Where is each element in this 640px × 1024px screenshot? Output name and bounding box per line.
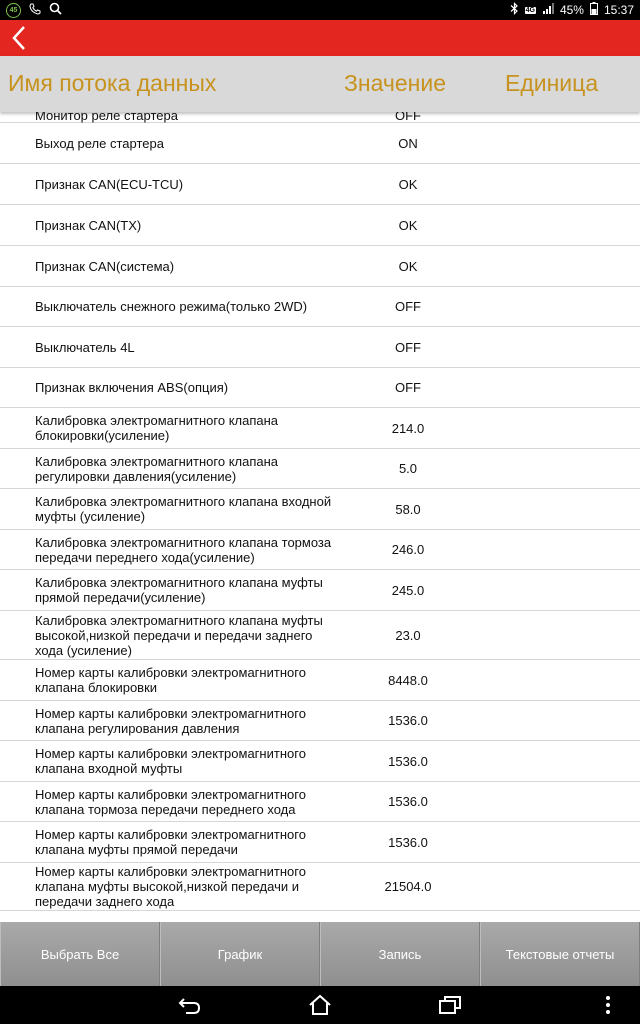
list-item[interactable] <box>0 570 640 611</box>
home-icon <box>308 994 332 1016</box>
header-unit: Единица <box>505 70 599 96</box>
list-item[interactable] <box>0 287 640 327</box>
row-name: Калибровка электромагнитного клапана блокировки(усиление) <box>35 413 279 443</box>
battery-percent: 45% <box>559 3 584 17</box>
nav-back-button[interactable] <box>170 990 210 1020</box>
navigation-bar <box>0 986 640 1024</box>
more-vertical-icon <box>605 995 611 1015</box>
network-type-badge: 4G <box>525 6 535 14</box>
list-item[interactable] <box>0 701 640 741</box>
header-name: Имя потока данных <box>8 70 217 96</box>
row-name: Выключатель снежного режима(только 2WD) <box>35 299 308 314</box>
list-item[interactable] <box>0 530 640 570</box>
row-name: Выход реле стартера <box>35 135 164 151</box>
row-name: Признак CAN(ECU-TCU) <box>35 176 184 192</box>
text-reports-button[interactable]: Текстовые отчеты <box>480 922 640 986</box>
row-value: OFF <box>395 299 421 314</box>
list-item[interactable] <box>0 408 640 449</box>
row-value: 214.0 <box>391 420 425 436</box>
row-value: OK <box>398 258 418 274</box>
row-value: 23.0 <box>395 627 421 643</box>
row-value: OK <box>398 217 418 233</box>
list-item[interactable] <box>0 246 640 287</box>
row-name: Номер карты калибровки электромагнитного клапана входной муфты <box>35 746 306 776</box>
search-icon <box>49 2 62 18</box>
list-item[interactable] <box>0 112 640 123</box>
list-item[interactable] <box>0 863 640 911</box>
row-name: Признак CAN(TX) <box>35 217 142 233</box>
row-value: 1536.0 <box>388 713 428 728</box>
row-name: Признак CAN(система) <box>35 258 175 274</box>
nav-home-button[interactable] <box>300 990 340 1020</box>
list-item[interactable] <box>0 368 640 408</box>
row-name: Выключатель 4L <box>35 339 135 355</box>
header-value: Значение <box>344 70 446 96</box>
list-item[interactable] <box>0 741 640 782</box>
notification-badge: 45 <box>6 3 21 18</box>
graph-button[interactable]: График <box>160 922 320 986</box>
bluetooth-icon <box>510 2 519 18</box>
row-value: 8448.0 <box>388 672 428 688</box>
list-item[interactable] <box>0 205 640 246</box>
row-name: Калибровка электромагнитного клапана муфты высокой,низкой передачи и передачи заднего хода (усиление) <box>35 612 323 658</box>
nav-back-icon <box>178 995 202 1015</box>
row-name: Калибровка электромагнитного клапана регулировки давления(усиление) <box>35 453 279 484</box>
row-value: 58.0 <box>395 501 421 517</box>
battery-icon <box>590 2 598 18</box>
row-value: ON <box>398 135 418 151</box>
row-value: OFF <box>395 380 421 395</box>
row-value: OK <box>398 176 418 192</box>
row-value: 21504.0 <box>384 879 432 894</box>
list-item[interactable] <box>0 164 640 205</box>
row-value: 1536.0 <box>388 834 428 850</box>
data-stream-list[interactable] <box>0 112 640 922</box>
list-item[interactable] <box>0 449 640 489</box>
row-name: Номер карты калибровки электромагнитного клапана регулирования давления <box>35 705 306 736</box>
row-name: Калибровка электромагнитного клапана муфты прямой передачи(усиление) <box>35 575 323 605</box>
action-bar <box>0 922 640 986</box>
list-item[interactable] <box>0 611 640 660</box>
signal-icon <box>542 3 554 18</box>
list-item[interactable] <box>0 489 640 530</box>
list-item[interactable] <box>0 822 640 863</box>
row-name: Признак включения ABS(опция) <box>35 380 229 395</box>
row-value: OFF <box>395 112 421 123</box>
list-item[interactable] <box>0 660 640 701</box>
row-name: Монитор реле стартера <box>35 112 178 123</box>
row-value: 1536.0 <box>388 753 428 769</box>
row-name: Номер карты калибровки электромагнитного клапана тормоза передачи переднего хода <box>35 786 306 817</box>
row-name: Номер карты калибровки электромагнитного клапана муфты высокой,низкой передачи и передачи заднего хода <box>35 864 306 909</box>
row-value: 245.0 <box>391 582 425 598</box>
recent-apps-icon <box>438 994 462 1016</box>
row-value: 246.0 <box>391 542 425 557</box>
clock: 15:37 <box>603 3 634 17</box>
row-name: Калибровка электромагнитного клапана входной муфты (усиление) <box>35 494 332 524</box>
back-button[interactable] <box>2 20 36 56</box>
list-item[interactable] <box>0 327 640 368</box>
status-bar <box>0 0 640 20</box>
row-name: Номер карты калибровки электромагнитного клапана блокировки <box>35 665 306 695</box>
row-value: 5.0 <box>398 461 418 476</box>
row-name: Калибровка электромагнитного клапана тормоза передачи переднего хода(усиление) <box>35 534 332 565</box>
nav-recents-button[interactable] <box>430 990 470 1020</box>
select-all-button[interactable]: Выбрать Все <box>0 922 160 986</box>
title-bar <box>0 20 640 56</box>
row-value: OFF <box>395 339 421 355</box>
row-name: Номер карты калибровки электромагнитного клапана муфты прямой передачи <box>35 827 306 857</box>
list-item[interactable] <box>0 782 640 822</box>
phone-icon <box>29 3 41 18</box>
row-value: 1536.0 <box>388 794 428 809</box>
column-header <box>0 56 640 112</box>
list-item[interactable] <box>0 123 640 164</box>
back-arrow-icon <box>11 25 27 51</box>
record-button[interactable]: Запись <box>320 922 480 986</box>
nav-menu-button[interactable] <box>588 990 628 1020</box>
